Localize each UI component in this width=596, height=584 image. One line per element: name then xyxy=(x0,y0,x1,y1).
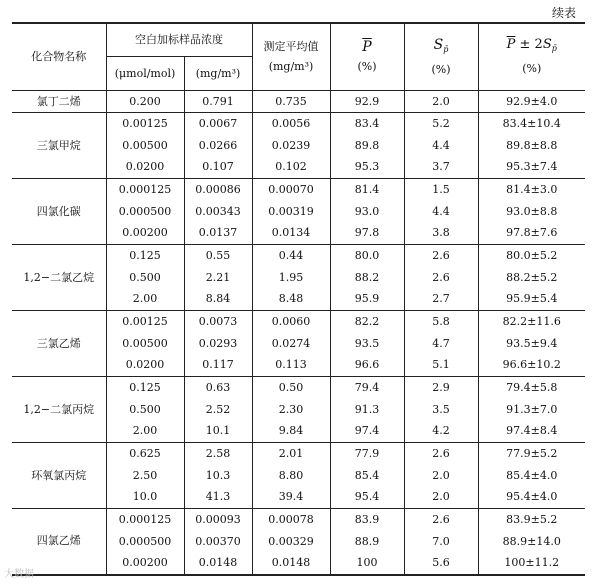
compound-name: 四氯乙烯 xyxy=(12,509,106,575)
cell-range: 95.3±7.4 xyxy=(506,160,558,174)
cell-range: 82.2±11.6 xyxy=(478,311,585,333)
table-row xyxy=(12,377,585,399)
cell-umol: 0.125 xyxy=(106,377,184,399)
cell-mg: 0.63 xyxy=(184,377,252,399)
cell-mg: 0.0067 xyxy=(184,113,252,135)
cell-umol: 0.000125 xyxy=(106,179,184,201)
cell-sp: 7.0 xyxy=(404,531,478,553)
cell-range: 97.8±7.6 xyxy=(506,226,558,240)
compound-name: 环氧氯丙烷 xyxy=(12,443,106,509)
cell-mg: 0.0148 xyxy=(184,553,252,575)
cell-umol: 0.00500 xyxy=(106,135,184,157)
cell-measured: 39.4 xyxy=(252,487,330,509)
header-unit-umol: (μmol/mol) xyxy=(106,57,184,91)
cell-umol: 0.0200 xyxy=(106,355,184,377)
cell-mg: 0.00093 xyxy=(184,509,252,531)
compound-name: 三氯乙烯 xyxy=(12,311,106,377)
cell-sp: 5.6 xyxy=(404,553,478,575)
cell-p: 88.9 xyxy=(330,531,404,553)
cell-mg: 2.21 xyxy=(184,267,252,289)
cell-range: 93.0±8.8 xyxy=(506,204,558,218)
header-sp-unit: (%) xyxy=(431,62,451,76)
cell-umol: 0.00125 xyxy=(106,113,184,135)
cell-sp: 2.0 xyxy=(404,465,478,487)
cell-mg: 0.117 xyxy=(184,355,252,377)
table-header xyxy=(12,23,585,91)
header-sp xyxy=(404,23,478,91)
cell-sp: 2.6 xyxy=(404,267,478,289)
cell-umol: 10.0 xyxy=(106,487,184,509)
cell-range: 80.0±5.2 xyxy=(478,245,585,267)
cell-mg: 10.1 xyxy=(184,421,252,443)
table-row xyxy=(12,245,585,267)
cell-umol: 0.200 xyxy=(106,91,184,113)
cell-p: 85.4 xyxy=(330,465,404,487)
header-measured-label: 测定平均值 xyxy=(263,40,319,53)
cell-sp: 2.6 xyxy=(404,443,478,465)
compound-name: 1,2−二氯丙烷 xyxy=(12,377,106,443)
cell-mg: 0.00370 xyxy=(184,531,252,553)
header-measured xyxy=(252,23,330,91)
cell-mg: 2.58 xyxy=(184,443,252,465)
cell-mg: 0.00086 xyxy=(184,179,252,201)
cell-sp: 4.4 xyxy=(404,201,478,223)
cell-umol: 0.125 xyxy=(106,245,184,267)
cell-p: 93.5 xyxy=(330,333,404,355)
cell-sp: 5.2 xyxy=(404,113,478,135)
cell-sp: 3.5 xyxy=(404,399,478,421)
cell-sp: 2.7 xyxy=(404,289,478,311)
cell-mg: 0.0137 xyxy=(184,223,252,245)
cell-measured: 0.0134 xyxy=(252,223,330,245)
cell-umol: 0.500 xyxy=(106,399,184,421)
header-measured-unit: (mg/m³) xyxy=(268,60,314,73)
cell-umol: 0.00125 xyxy=(106,311,184,333)
cell-sp: 4.2 xyxy=(404,421,478,443)
cell-range: 89.8±8.8 xyxy=(506,138,558,152)
cell-measured: 0.0056 xyxy=(252,113,330,135)
cell-measured: 0.50 xyxy=(252,377,330,399)
cell-umol: 0.00200 xyxy=(106,223,184,245)
cell-p: 80.0 xyxy=(330,245,404,267)
cell-p: 95.3 xyxy=(330,157,404,179)
cell-measured: 2.01 xyxy=(252,443,330,465)
cell-umol: 0.000500 xyxy=(106,531,184,553)
cell-mg: 10.3 xyxy=(184,465,252,487)
table-row xyxy=(12,113,585,135)
table-row xyxy=(12,443,585,465)
cell-p: 82.2 xyxy=(330,311,404,333)
table-row xyxy=(12,509,585,531)
table-body xyxy=(12,91,585,575)
cell-range: 88.9±14.0 xyxy=(502,534,561,548)
cell-mg: 0.0293 xyxy=(184,333,252,355)
cell-sp: 3.7 xyxy=(404,157,478,179)
cell-sp: 2.6 xyxy=(404,245,478,267)
cell-p: 91.3 xyxy=(330,399,404,421)
cell-p: 77.9 xyxy=(330,443,404,465)
cell-sp: 5.8 xyxy=(404,311,478,333)
cell-range: 77.9±5.2 xyxy=(478,443,585,465)
cell-range: 83.4±10.4 xyxy=(478,113,585,135)
cell-range: 92.9±4.0 xyxy=(478,91,585,113)
cell-measured: 2.30 xyxy=(252,399,330,421)
cell-range: 83.9±5.2 xyxy=(478,509,585,531)
cell-range: 79.4±5.8 xyxy=(478,377,585,399)
cell-umol: 0.625 xyxy=(106,443,184,465)
header-p-unit: (%) xyxy=(357,60,377,73)
cell-sp: 3.8 xyxy=(404,223,478,245)
header-unit-mg: (mg/m³) xyxy=(184,57,252,91)
recovery-table xyxy=(12,22,585,576)
cell-umol: 0.00500 xyxy=(106,333,184,355)
cell-umol: 0.0200 xyxy=(106,157,184,179)
watermark: 大数据 xyxy=(4,569,34,580)
cell-measured: 8.80 xyxy=(252,465,330,487)
cell-measured: 0.44 xyxy=(252,245,330,267)
cell-measured: 0.0274 xyxy=(252,333,330,355)
cell-sp: 2.0 xyxy=(404,487,478,509)
cell-mg: 0.55 xyxy=(184,245,252,267)
cell-measured: 0.0148 xyxy=(252,553,330,575)
cell-p: 88.2 xyxy=(330,267,404,289)
cell-umol: 0.500 xyxy=(106,267,184,289)
cell-measured: 0.113 xyxy=(252,355,330,377)
p-symbol: $\overline{P}$ xyxy=(362,39,372,55)
cell-range: 93.5±9.4 xyxy=(506,336,558,350)
cell-mg: 0.107 xyxy=(184,157,252,179)
cell-measured: 0.735 xyxy=(252,91,330,113)
cell-p: 92.9 xyxy=(330,91,404,113)
cell-p: 79.4 xyxy=(330,377,404,399)
table-row xyxy=(12,179,585,201)
cell-measured: 0.00329 xyxy=(252,531,330,553)
cell-p: 93.0 xyxy=(330,201,404,223)
cell-mg: 2.52 xyxy=(184,399,252,421)
cell-measured: 1.95 xyxy=(252,267,330,289)
cell-measured: 0.00078 xyxy=(252,509,330,531)
table-row xyxy=(12,311,585,333)
header-compound: 化合物名称 xyxy=(12,23,106,91)
table-row xyxy=(12,91,585,113)
cell-range: 88.2±5.2 xyxy=(506,270,558,284)
header-p-range xyxy=(478,23,585,91)
cell-umol: 2.00 xyxy=(106,421,184,443)
continued-label: 续表 xyxy=(551,6,576,20)
cell-sp: 2.9 xyxy=(404,377,478,399)
cell-umol: 0.00200 xyxy=(106,553,184,575)
cell-measured: 0.0060 xyxy=(252,311,330,333)
cell-mg: 8.84 xyxy=(184,289,252,311)
compound-name: 氯丁二烯 xyxy=(12,91,106,113)
cell-p: 81.4 xyxy=(330,179,404,201)
cell-range: 100±11.2 xyxy=(478,553,585,575)
cell-p: 95.4 xyxy=(330,487,404,509)
compound-name: 三氯甲烷 xyxy=(12,113,106,179)
cell-measured: 8.48 xyxy=(252,289,330,311)
cell-p: 83.9 xyxy=(330,509,404,531)
cell-sp: 4.4 xyxy=(404,135,478,157)
cell-measured: 0.00319 xyxy=(252,201,330,223)
cell-p: 96.6 xyxy=(330,355,404,377)
cell-umol: 0.000500 xyxy=(106,201,184,223)
cell-mg: 0.791 xyxy=(184,91,252,113)
cell-measured: 0.102 xyxy=(252,157,330,179)
cell-measured: 9.84 xyxy=(252,421,330,443)
cell-mg: 0.0073 xyxy=(184,311,252,333)
compound-name: 四氯化碳 xyxy=(12,179,106,245)
header-blank-conc: 空白加标样品浓度 xyxy=(106,23,252,57)
compound-name: 1,2−二氯乙烷 xyxy=(12,245,106,311)
cell-sp: 1.5 xyxy=(404,179,478,201)
cell-measured: 0.0239 xyxy=(252,135,330,157)
cell-umol: 0.000125 xyxy=(106,509,184,531)
header-p xyxy=(330,23,404,91)
cell-mg: 0.0266 xyxy=(184,135,252,157)
cell-umol: 2.50 xyxy=(106,465,184,487)
cell-range: 85.4±4.0 xyxy=(506,468,558,482)
cell-range: 95.9±5.4 xyxy=(506,292,558,306)
cell-sp: 2.6 xyxy=(404,509,478,531)
cell-p: 89.8 xyxy=(330,135,404,157)
cell-mg: 0.00343 xyxy=(184,201,252,223)
cell-p: 97.4 xyxy=(330,421,404,443)
cell-p: 100 xyxy=(330,553,404,575)
cell-p: 83.4 xyxy=(330,113,404,135)
cell-mg: 41.3 xyxy=(184,487,252,509)
cell-sp: 5.1 xyxy=(404,355,478,377)
cell-range: 97.4±8.4 xyxy=(506,424,558,438)
cell-range: 81.4±3.0 xyxy=(478,179,585,201)
cell-p: 95.9 xyxy=(330,289,404,311)
cell-range: 91.3±7.0 xyxy=(506,402,558,416)
header-p-range-unit: (%) xyxy=(522,62,542,75)
cell-measured: 0.00070 xyxy=(252,179,330,201)
sp-symbol: $S_{p̄}$ xyxy=(433,36,449,54)
cell-range: 96.6±10.2 xyxy=(502,358,561,372)
cell-p: 97.8 xyxy=(330,223,404,245)
p-range-symbol: $\overline{P} \pm 2S_{p̄}$ xyxy=(506,37,557,53)
cell-sp: 4.7 xyxy=(404,333,478,355)
cell-umol: 2.00 xyxy=(106,289,184,311)
cell-sp: 2.0 xyxy=(404,91,478,113)
cell-range: 95.4±4.0 xyxy=(506,490,558,504)
